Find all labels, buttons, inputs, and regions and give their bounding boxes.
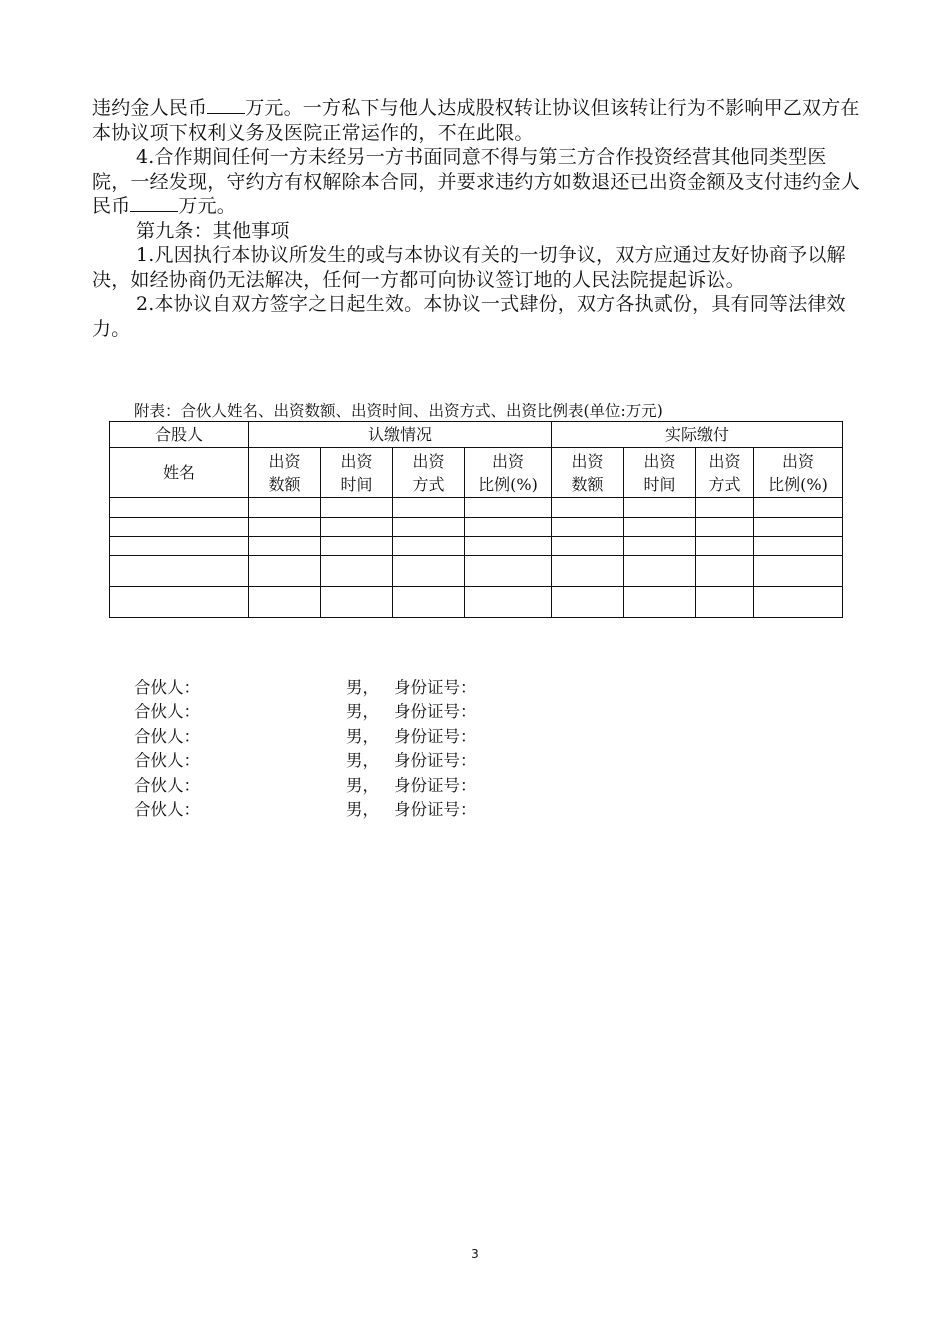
- sub-header: 出资 数额: [552, 448, 624, 498]
- table-row: [110, 498, 843, 518]
- table-caption: 附表：合伙人姓名、出资数额、出资时间、出资方式、出资比例表(单位:万元): [134, 402, 663, 420]
- paragraph-effective-clause: 2.本协议自双方签字之日起生效。本协议一式肆份，双方各执贰份，具有同等法律效力。: [92, 293, 846, 340]
- table-row: [110, 518, 843, 537]
- amount-blank: [130, 195, 178, 212]
- signer-line: 合伙人： 男， 身份证号：: [134, 678, 477, 697]
- table-row: [110, 537, 843, 556]
- page-number: 3: [471, 1247, 479, 1261]
- paragraph-penalty-continued: 违约金人民币 万元。一方私下与他人达成股权转让协议但该转让行为不影响甲乙双方在本协议项下权利义务及医院正常运作的，不在此限。: [92, 97, 860, 144]
- table-header-row: [110, 422, 843, 448]
- agreement-body: [92, 96, 864, 341]
- paragraph-clause-4: 4.合作期间任何一方未经另一方书面同意不得与第三方合作投资经营其他同类型医院，一经发现，守约方有权解除本合同，并要求违约方如数退还已出资金额及支付违约金人民币 万元。: [92, 146, 861, 217]
- partner-group-header: 合股人: [110, 422, 249, 448]
- amount-blank: [207, 97, 245, 114]
- signer-line: 合伙人： 男， 身份证号：: [134, 726, 477, 746]
- partner-contribution-table: [109, 421, 843, 618]
- paragraph-dispute-clause: 1.凡因执行本协议所发生的或与本协议有关的一切争议，双方应通过友好协商予以解决，如经协商仍无法解决，任何一方都可向协议签订地的人民法院提起诉讼。: [92, 244, 846, 291]
- table-subheader-row: [110, 448, 843, 498]
- sub-header: 出资 数额: [249, 448, 321, 498]
- article-9-heading: 第九条：其他事项: [136, 219, 290, 242]
- signer-line: 合伙人： 男， 身份证号：: [134, 702, 477, 722]
- sub-header: 出资 比例(%): [465, 448, 552, 498]
- sub-header: 出资 方式: [393, 448, 465, 498]
- sub-header: 出资 方式: [696, 448, 754, 498]
- paid-group-header: 实际缴付: [552, 422, 843, 448]
- signer-line: 合伙人： 男， 身份证号：: [134, 751, 477, 771]
- table-row: [110, 587, 843, 618]
- signer-line: 合伙人： 男， 身份证号：: [134, 775, 477, 795]
- name-header: 姓名: [110, 448, 249, 498]
- signature-block: [134, 676, 534, 822]
- sub-header: 出资 时间: [624, 448, 696, 498]
- subscribed-group-header: 认缴情况: [249, 422, 552, 448]
- sub-header: 出资 比例(%): [754, 448, 843, 498]
- table-row: [110, 556, 843, 587]
- signer-line: 合伙人： 男， 身份证号：: [134, 799, 477, 819]
- sub-header: 出资 时间: [321, 448, 393, 498]
